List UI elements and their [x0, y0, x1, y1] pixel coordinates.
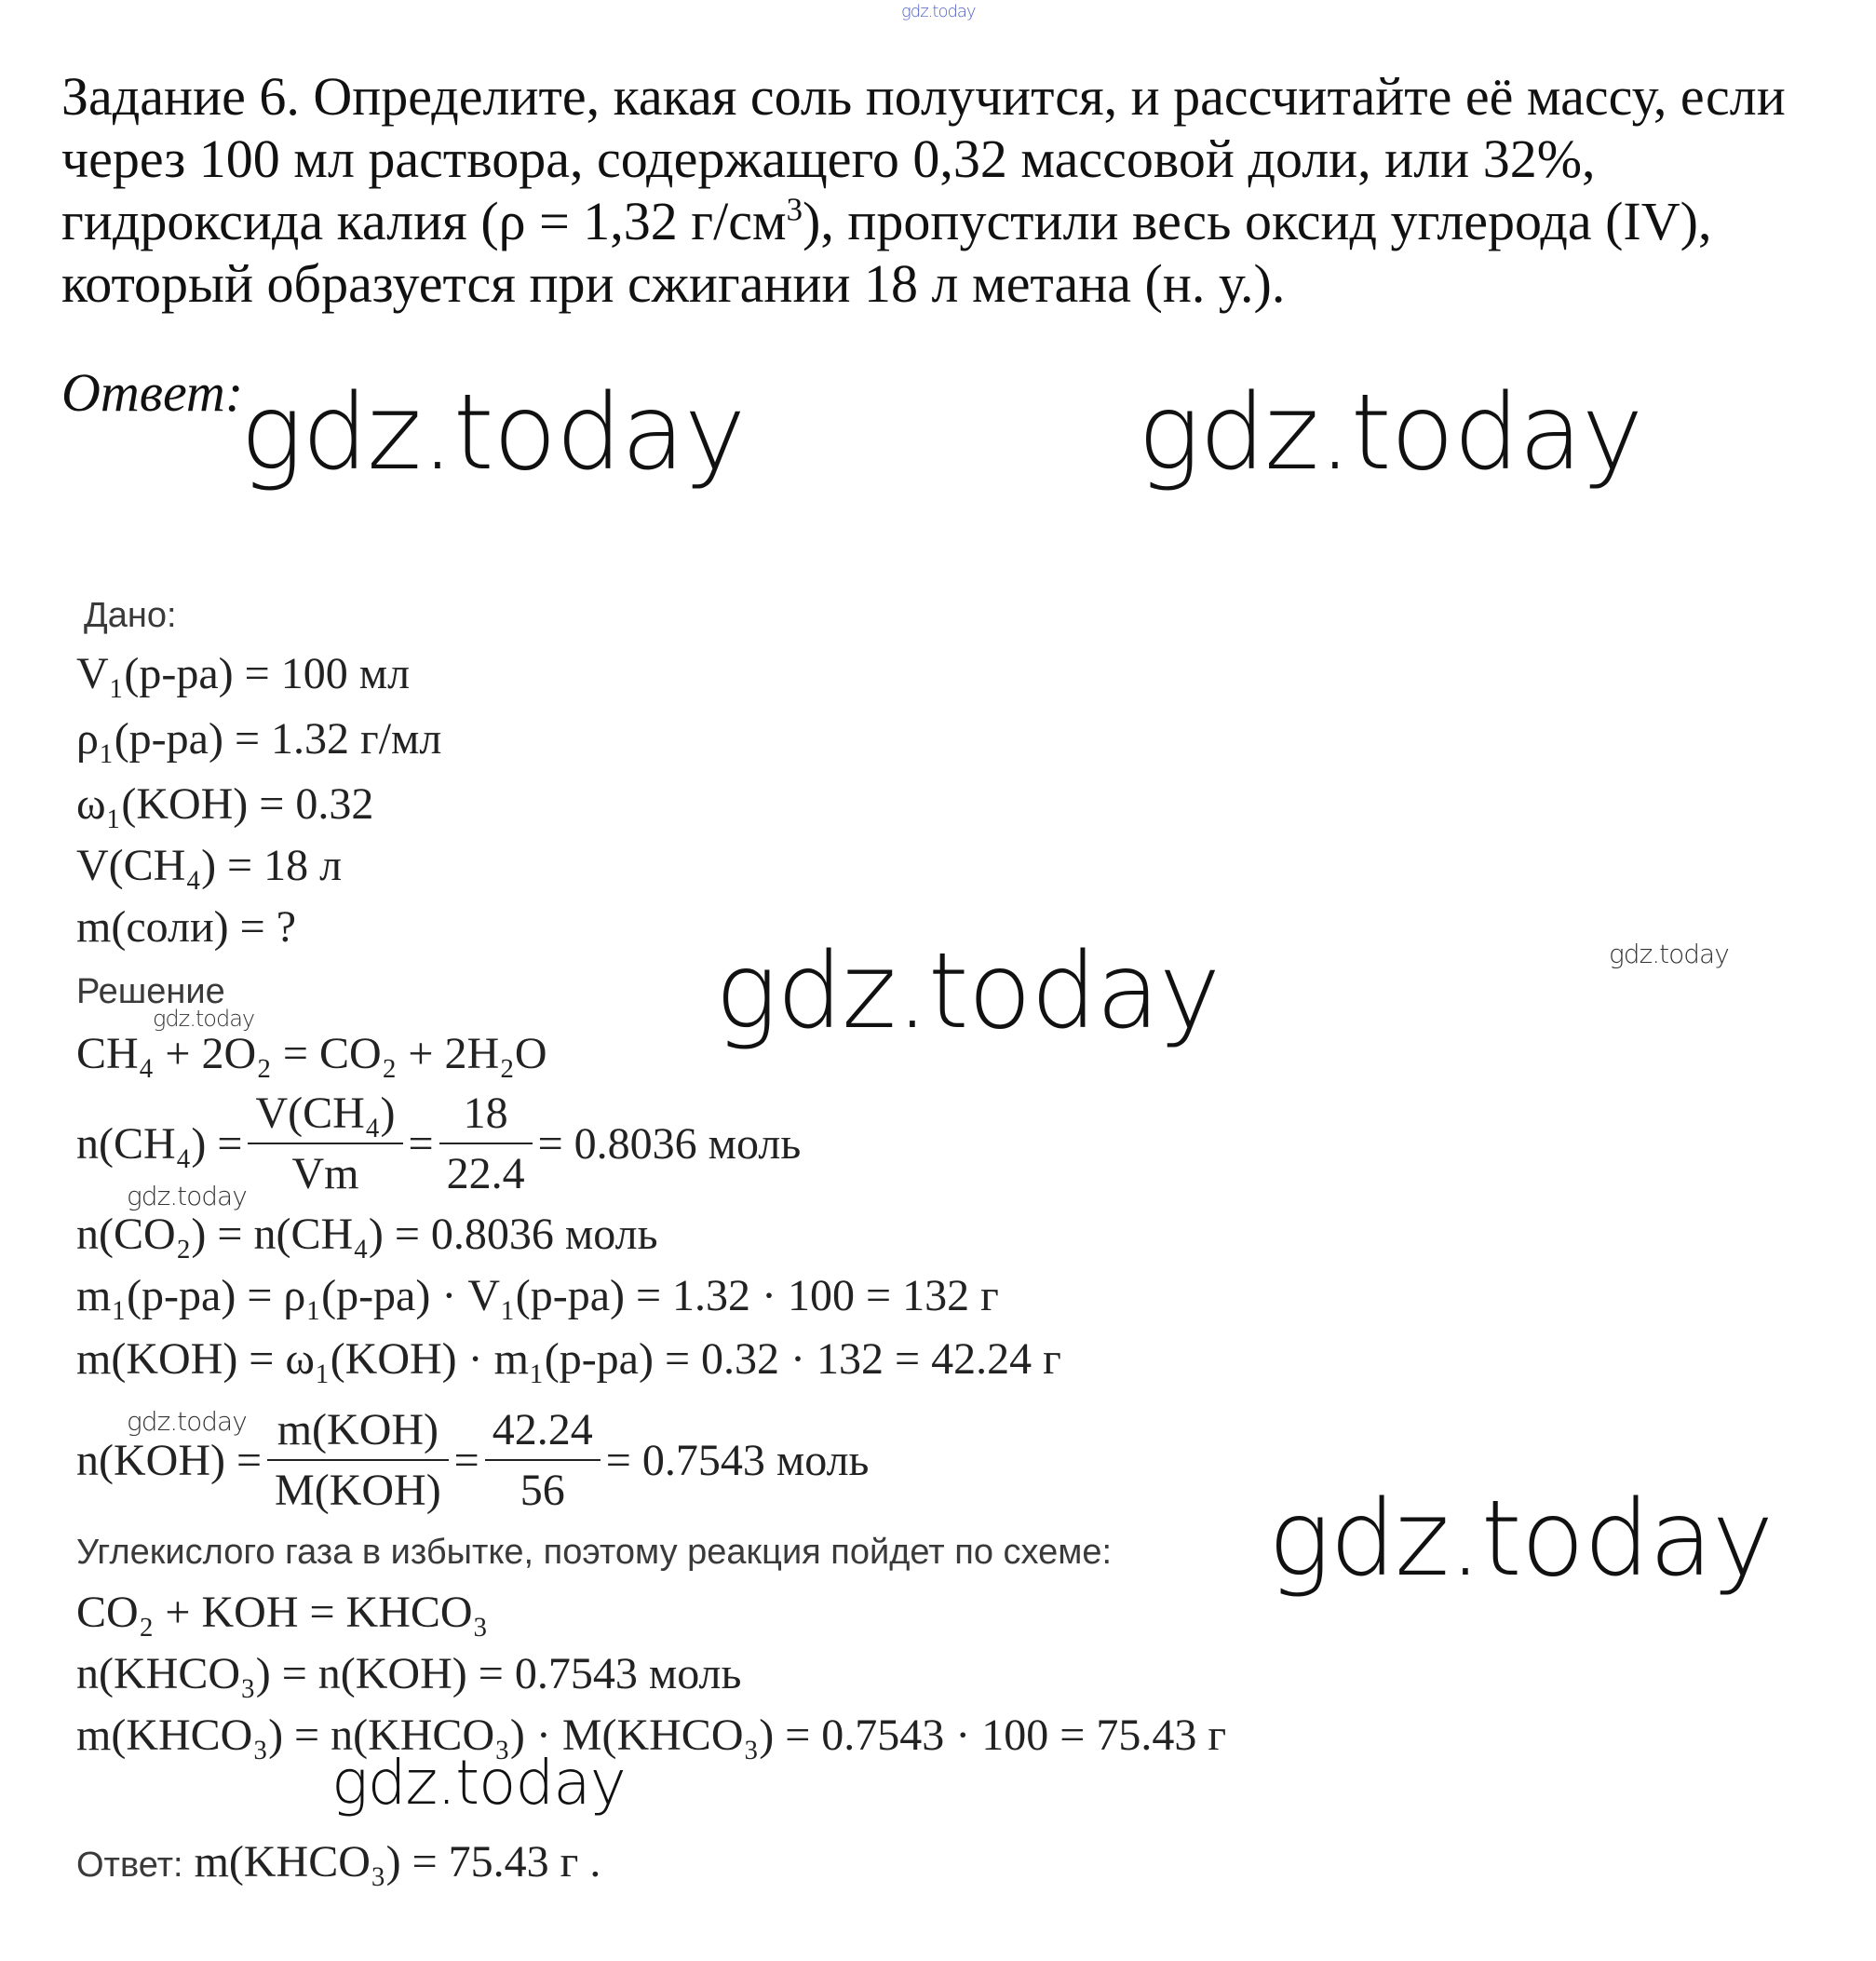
n-koh-result: = 0.7543 моль	[605, 1435, 870, 1485]
watermark-large-1: gdz.today	[240, 372, 746, 494]
given-vch4: V(CH₄) = 18 л	[76, 841, 343, 890]
task-line-1: Задание 6. Определите, какая соль получится, и рассчитайте её массу, если	[61, 66, 1786, 127]
n-ch4-denominator: Vm	[291, 1149, 359, 1198]
formula-n-ch4	[76, 1088, 801, 1199]
n-ch4-fraction-2	[439, 1088, 533, 1199]
given-v1: V₁(р-ра) = 100 мл	[76, 649, 411, 698]
task-line-4: который образуется при сжигании 18 л метана (н. у.).	[61, 253, 1286, 314]
formula-n-koh	[76, 1404, 869, 1516]
n-koh-fraction-2	[485, 1404, 601, 1516]
n-koh-denominator: M(KOH)	[275, 1466, 441, 1515]
n-ch4-numerator-value: 18	[439, 1088, 533, 1144]
given-rho1: ρ₁(р-ра) = 1.32 г/мл	[76, 714, 442, 764]
watermark-small-1: gdz.today	[1609, 939, 1729, 969]
n-ch4-lhs: n(CH₄) =	[76, 1118, 243, 1169]
watermark-small-2: gdz.today	[153, 1006, 255, 1032]
final-answer	[76, 1836, 601, 1887]
task-line-3a: гидроксида калия (ρ = 1,32 г/см	[61, 191, 787, 251]
formula-m-koh: m(KOH) = ω₁(KOH) · m₁(р-ра) = 0.32 · 132 = 42.24 г	[76, 1334, 1061, 1384]
n-koh-numerator: m(KOH)	[267, 1404, 449, 1461]
n-koh-denominator-value: 56	[520, 1466, 565, 1515]
final-answer-value: m(KHCO₃) = 75.43 г .	[194, 1837, 601, 1887]
answer-heading: Ответ:	[61, 362, 244, 423]
task-line-2: через 100 мл раствора, содержащего 0,32 массовой доли, или 32%,	[61, 128, 1596, 189]
watermark-large-2: gdz.today	[1138, 372, 1643, 494]
watermark-large-4: gdz.today	[1268, 1479, 1774, 1600]
excess-note: Углекислого газа в избытке, поэтому реакция пойдет по схеме:	[76, 1533, 1113, 1572]
formula-n-khco3: n(KHCO₃) = n(KOH) = 0.7543 моль	[76, 1649, 742, 1698]
task-statement	[61, 65, 1786, 315]
equation-combustion: CH₄ + 2O₂ = CO₂ + 2H₂O	[76, 1029, 547, 1078]
given-msalt: m(соли) = ?	[76, 902, 296, 952]
watermark-large-3: gdz.today	[715, 931, 1221, 1052]
watermark-small-4: gdz.today	[127, 1406, 247, 1437]
n-ch4-denominator-value: 22.4	[446, 1149, 525, 1198]
watermark-small-3: gdz.today	[127, 1181, 247, 1211]
equals-sign-2: =	[453, 1435, 479, 1485]
n-koh-fraction-1	[267, 1404, 449, 1516]
given-w1: ω₁(KOH) = 0.32	[76, 779, 374, 829]
n-koh-lhs: n(KOH) =	[76, 1435, 263, 1485]
n-ch4-result: = 0.8036 моль	[537, 1118, 802, 1169]
watermark-large-5: gdz.today	[331, 1747, 626, 1819]
task-line-3	[61, 190, 1786, 252]
task-line-3-sup: 3	[786, 191, 803, 228]
formula-n-co2: n(CO₂) = n(CH₄) = 0.8036 моль	[76, 1210, 658, 1259]
formula-m-khco3: m(KHCO₃) = n(KHCO₃) · M(KHCO₃) = 0.7543 · 100 = 75.43 г	[76, 1711, 1227, 1760]
n-ch4-numerator: V(CH₄)	[248, 1088, 402, 1144]
watermark-top: gdz.today	[901, 2, 976, 21]
task-line-3b: ), пропустили весь оксид углерода (IV),	[803, 191, 1712, 251]
formula-m1-solution: m₁(р-ра) = ρ₁(р-ра) · V₁(р-ра) = 1.32 · 100 = 132 г	[76, 1271, 999, 1320]
final-answer-label: Ответ:	[76, 1846, 183, 1885]
equation-khco3: CO₂ + KOH = KHCO₃	[76, 1588, 489, 1637]
given-title: Дано:	[84, 596, 177, 635]
equals-sign: =	[408, 1118, 434, 1169]
solution-title: Решение	[76, 972, 225, 1011]
n-ch4-fraction-1	[248, 1088, 402, 1199]
n-koh-numerator-value: 42.24	[485, 1404, 601, 1461]
